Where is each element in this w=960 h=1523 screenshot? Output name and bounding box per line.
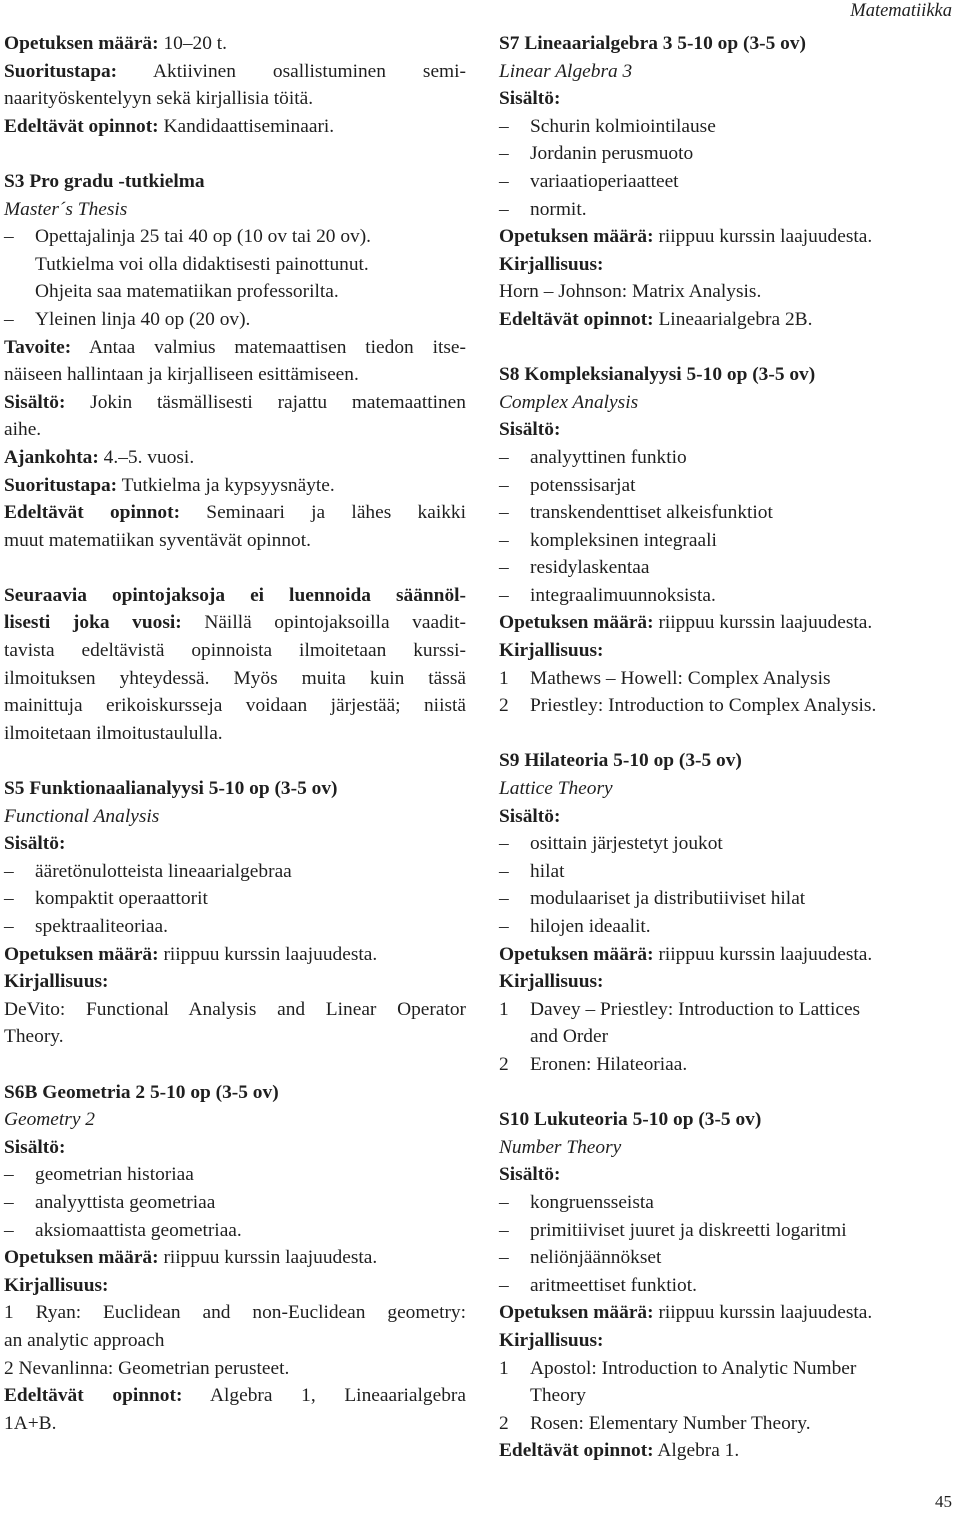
field-value: riippuu kurssin laajuudesta. xyxy=(653,1302,873,1324)
list-item: – kongruensseista xyxy=(499,1189,945,1217)
field-value: Seminaari ja lähes kaikki xyxy=(180,502,467,524)
field-label: Suoritustapa: xyxy=(4,60,118,82)
left-column xyxy=(4,30,466,1437)
literature-number: 1 xyxy=(499,998,509,1020)
field-value: Algebra 1, Lineaarialgebra xyxy=(182,1385,466,1407)
field-label: Opetuksen määrä: xyxy=(4,943,159,965)
course-title: S7 Lineaarialgebra 3 5-10 op (3-5 ov) xyxy=(499,33,807,54)
field-label: Opetuksen määrä: xyxy=(499,612,654,634)
field-value: Lineaarialgebra 2B. xyxy=(653,308,813,330)
list-item: – analyyttista geometriaa xyxy=(4,1189,466,1217)
course-subtitle: Geometry 2 xyxy=(4,1109,95,1131)
field-label: Opetuksen määrä: xyxy=(4,1247,159,1269)
list-item: – osittain järjestetyt joukot xyxy=(499,830,945,858)
notice-text: Näillä opintojaksoilla vaadit- xyxy=(181,612,466,634)
field-label: Edeltävät opinnot: xyxy=(4,502,181,524)
field-label: Sisältö: xyxy=(499,1164,561,1186)
field-value: riippuu kurssin laajuudesta. xyxy=(653,226,873,248)
page-number: 45 xyxy=(935,1492,952,1511)
course-s9 xyxy=(499,747,945,1078)
list-item: – residylaskentaa xyxy=(499,554,945,582)
field-value: Algebra 1. xyxy=(653,1440,740,1462)
literature-text: Eronen: Hilateoriaa. xyxy=(530,1053,688,1075)
field-value: naarityöskentelyyn sekä kirjallisia töitä. xyxy=(4,88,314,110)
field-label: Opetuksen määrä: xyxy=(4,33,159,54)
list-item: – ääretönulotteista lineaarialgebraa xyxy=(4,858,466,886)
field-label: Sisältö: xyxy=(499,88,561,110)
literature-item: DeVito: Functional Analysis and Linear Operator xyxy=(4,998,466,1020)
list-item: – modulaariset ja distributiiviset hilat xyxy=(499,885,945,913)
field-value: Antaa valmius matemaattisen tiedon itse- xyxy=(71,336,466,358)
field-value: riippuu kurssin laajuudesta. xyxy=(653,943,873,965)
field-label: Kirjallisuus: xyxy=(499,640,604,662)
right-column xyxy=(499,30,945,1465)
literature-item: 1 Ryan: Euclidean and non-Euclidean geometry: xyxy=(4,1302,466,1324)
list-item: – hilojen ideaalit. xyxy=(499,913,945,941)
list-item: – aritmeettiset funktiot. xyxy=(499,1272,945,1300)
field-label: Kirjallisuus: xyxy=(4,971,109,993)
course-subtitle: Complex Analysis xyxy=(499,391,639,413)
list-item: – neliönjäännökset xyxy=(499,1244,945,1272)
literature-item xyxy=(499,1410,945,1438)
course-title: S8 Kompleksianalyysi 5-10 op (3-5 ov) xyxy=(499,364,816,386)
field-value: 4.–5. vuosi. xyxy=(98,446,195,468)
list-item: – potenssisarjat xyxy=(499,472,945,500)
list-item: – hilat xyxy=(499,858,945,886)
field-label: Sisältö: xyxy=(499,805,561,827)
field-value: aihe. xyxy=(4,419,42,441)
course-s8 xyxy=(499,361,945,720)
field-label: Kirjallisuus: xyxy=(499,971,604,993)
field-label: Sisältö: xyxy=(4,1136,66,1158)
literature-text: Priestley: Introduction to Complex Analysis. xyxy=(530,695,877,717)
field-label: Opetuksen määrä: xyxy=(499,1302,654,1324)
course-s7 xyxy=(499,30,945,334)
field-value: Jokin täsmällisesti rajattu matemaattinen xyxy=(65,391,466,413)
literature-item: Theory. xyxy=(4,1026,64,1048)
course-s5 xyxy=(4,775,466,1051)
notice-text: ilmoitetaan ilmoitustaululla. xyxy=(4,722,223,744)
list-item: – Opettajalinja 25 tai 40 op (10 ov tai 20 ov). xyxy=(4,223,466,251)
notice-paragraph xyxy=(4,582,466,748)
field-value: muut matematiikan syventävät opinnot. xyxy=(4,529,311,551)
field-value: Aktiivinen osallistuminen semi- xyxy=(117,60,466,82)
field-value: riippuu kurssin laajuudesta. xyxy=(653,612,873,634)
field-label: Opetuksen määrä: xyxy=(499,226,654,248)
literature-text: Rosen: Elementary Number Theory. xyxy=(530,1412,811,1434)
literature-number: 1 xyxy=(499,667,509,689)
list-item: – aksiomaattista geometriaa. xyxy=(4,1217,466,1245)
course-title: S9 Hilateoria 5-10 op (3-5 ov) xyxy=(499,750,742,772)
list-item: – transkendenttiset alkeisfunktiot xyxy=(499,499,945,527)
course-subtitle: Lattice Theory xyxy=(499,778,613,800)
field-label: Sisältö: xyxy=(499,419,561,441)
course-s6b xyxy=(4,1079,466,1438)
course-s3 xyxy=(4,168,466,554)
field-label: Tavoite: xyxy=(4,336,72,358)
list-item: – kompleksinen integraali xyxy=(499,527,945,555)
course-subtitle: Functional Analysis xyxy=(4,805,160,827)
course-title: S6B Geometria 2 5-10 op (3-5 ov) xyxy=(4,1081,279,1103)
field-value: Kandidaattiseminaari. xyxy=(158,115,335,137)
field-value: riippuu kurssin laajuudesta. xyxy=(158,943,378,965)
course-title: S5 Funktionaalianalyysi 5-10 op (3-5 ov) xyxy=(4,778,338,800)
field-label: Edeltävät opinnot: xyxy=(4,115,159,137)
course-subtitle: Number Theory xyxy=(499,1136,622,1158)
list-item-continuation: Tutkielma voi olla didaktisesti painottunut. xyxy=(35,253,369,275)
list-item: – analyyttinen funktio xyxy=(499,444,945,472)
running-head: Matematiikka xyxy=(850,1,952,21)
s-top-block xyxy=(4,30,466,140)
list-item: – spektraaliteoriaa. xyxy=(4,913,466,941)
literature-item xyxy=(499,1355,945,1383)
list-item: – integraalimuunnoksista. xyxy=(499,582,945,610)
field-label: Kirjallisuus: xyxy=(499,1329,604,1351)
field-value: näiseen hallintaan ja kirjalliseen esittämiseen. xyxy=(4,364,359,386)
list-item: – normit. xyxy=(499,196,945,224)
list-item-continuation: Ohjeita saa matematiikan professorilta. xyxy=(35,281,339,303)
notice-lead: lisesti joka vuosi: xyxy=(4,612,182,634)
literature-number: 1 xyxy=(499,1357,509,1379)
field-value: Tutkielma ja kypsyysnäyte. xyxy=(117,474,335,496)
literature-text: Mathews – Howell: Complex Analysis xyxy=(530,667,831,689)
notice-text: mainittuja erikoiskursseja voidaan järjestää; niistä xyxy=(4,695,466,717)
list-item: – Schurin kolmiointilause xyxy=(499,113,945,141)
literature-item xyxy=(499,1051,945,1079)
field-value: 10–20 t. xyxy=(158,33,228,54)
notice-lead: Seuraavia opintojaksoja ei luennoida säännöl- xyxy=(4,584,466,606)
list-item: – geometrian historiaa xyxy=(4,1161,466,1189)
notice-text: ilmoituksen yhteydessä. Myös muita kuin tässä xyxy=(4,667,466,689)
field-label: Suoritustapa: xyxy=(4,474,118,496)
field-label: Kirjallisuus: xyxy=(499,253,604,275)
field-label: Edeltävät opinnot: xyxy=(4,1385,183,1407)
field-label: Edeltävät opinnot: xyxy=(499,308,654,330)
literature-continuation: Theory xyxy=(530,1385,586,1407)
literature-number: 2 xyxy=(499,1412,509,1434)
course-subtitle: Master´s Thesis xyxy=(4,198,128,220)
list-item: – Jordanin perusmuoto xyxy=(499,140,945,168)
literature-item: Horn – Johnson: Matrix Analysis. xyxy=(499,281,762,303)
list-item: – kompaktit operaattorit xyxy=(4,885,466,913)
notice-text: tavista edeltävistä opinnoista ilmoitetaan kurssi- xyxy=(4,640,466,662)
list-item: – Yleinen linja 40 op (20 ov). xyxy=(4,306,466,334)
field-label: Kirjallisuus: xyxy=(4,1274,109,1296)
literature-text: Apostol: Introduction to Analytic Number xyxy=(530,1357,857,1379)
literature-item xyxy=(499,996,945,1024)
field-label: Edeltävät opinnot: xyxy=(499,1440,654,1462)
field-label: Opetuksen määrä: xyxy=(499,943,654,965)
course-title: S10 Lukuteoria 5-10 op (3-5 ov) xyxy=(499,1109,762,1131)
field-label: Sisältö: xyxy=(4,391,66,413)
literature-item: an analytic approach xyxy=(4,1329,165,1351)
literature-item xyxy=(499,665,945,693)
list-item: – variaatioperiaatteet xyxy=(499,168,945,196)
field-label: Ajankohta: xyxy=(4,446,99,468)
field-value: riippuu kurssin laajuudesta. xyxy=(158,1247,378,1269)
literature-number: 2 xyxy=(499,1053,509,1075)
list-item: – primitiiviset juuret ja diskreetti logaritmi xyxy=(499,1217,945,1245)
literature-text: Davey – Priestley: Introduction to Lattices xyxy=(530,998,861,1020)
literature-item xyxy=(499,692,945,720)
literature-item: 2 Nevanlinna: Geometrian perusteet. xyxy=(4,1357,290,1379)
field-label: Sisältö: xyxy=(4,833,66,855)
literature-number: 2 xyxy=(499,695,509,717)
literature-continuation: and Order xyxy=(530,1026,609,1048)
course-title: S3 Pro gradu -tutkielma xyxy=(4,170,205,192)
field-value: 1A+B. xyxy=(4,1412,57,1434)
course-s10 xyxy=(499,1106,945,1465)
course-subtitle: Linear Algebra 3 xyxy=(499,60,633,82)
